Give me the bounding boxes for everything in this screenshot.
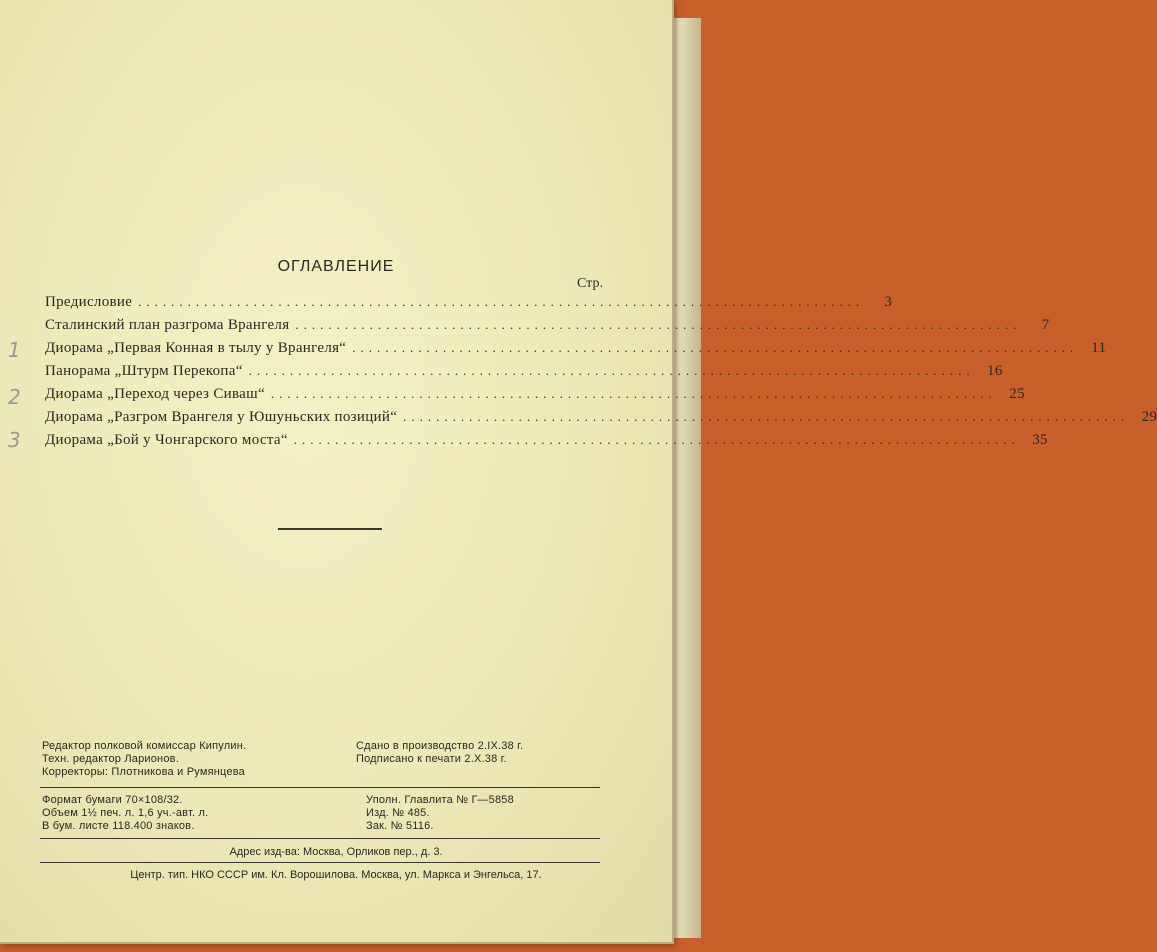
toc-leader-dots: ........................................................................................ bbox=[138, 294, 865, 309]
toc-entry bbox=[45, 363, 1003, 386]
toc-entry-label: Предисловие bbox=[45, 294, 133, 310]
toc-entry-page: 11 bbox=[1091, 340, 1107, 356]
toc-entry-label: Диорама „Бой у Чонгарского моста“ bbox=[45, 432, 288, 448]
imprint-dates bbox=[356, 740, 523, 766]
toc-entry-label: Сталинский план разгрома Врангеля bbox=[45, 317, 290, 333]
toc-leader-dots: ........................................................................................ bbox=[403, 409, 1130, 424]
toc-leader-dots: ........................................................................................ bbox=[295, 317, 1022, 332]
imprint-rule bbox=[40, 787, 600, 788]
toc-leader-dots: ........................................................................................ bbox=[352, 340, 1079, 355]
section-divider bbox=[278, 528, 382, 530]
toc-entry bbox=[45, 386, 1025, 409]
toc-entry-label: Панорама „Штурм Перекопа“ bbox=[45, 363, 243, 379]
toc-entry bbox=[45, 409, 1157, 432]
imprint-line: Сдано в производство 2.IX.38 г. bbox=[356, 740, 524, 752]
toc-title: ОГЛАВЛЕНИЕ bbox=[277, 258, 395, 275]
toc-entry-page: 35 bbox=[1032, 432, 1048, 448]
toc-leader-dots: ........................................................................................ bbox=[270, 386, 997, 401]
publisher-address: Адрес изд-ва: Москва, Орликов пер., д. 3. bbox=[229, 846, 443, 858]
imprint-line: Формат бумаги 70×108/32. bbox=[42, 794, 183, 806]
toc-entry bbox=[45, 340, 1107, 363]
imprint-line: Изд. № 485. bbox=[366, 807, 430, 819]
imprint-line: В бум. листе 118.400 знаков. bbox=[42, 820, 195, 832]
pencil-mark: 3 bbox=[8, 428, 21, 452]
imprint-line: Техн. редактор Ларионов. bbox=[42, 753, 179, 765]
toc-entry bbox=[45, 432, 1048, 455]
toc-entry-page: 29 bbox=[1141, 409, 1157, 425]
imprint-rule bbox=[40, 862, 600, 863]
imprint-rule bbox=[40, 838, 600, 839]
printer-info: Центр. тип. НКО СССР им. Кл. Ворошилова. Москва, ул. Маркса и Энгельса, 17. bbox=[130, 869, 542, 881]
toc-entry-page: 25 bbox=[1009, 386, 1025, 402]
toc-leader-dots: ........................................................................................ bbox=[293, 432, 1020, 447]
toc-list bbox=[45, 294, 1157, 455]
toc-entry-page: 7 bbox=[1041, 317, 1050, 333]
pencil-mark: 1 bbox=[8, 338, 21, 362]
toc-entry-page: 3 bbox=[884, 294, 893, 310]
toc-entry-label: Диорама „Разгром Врангеля у Юшуньских позиций“ bbox=[45, 409, 398, 425]
page-column-header: Стр. bbox=[577, 276, 603, 291]
toc-entry-label: Диорама „Переход через Сиваш“ bbox=[45, 386, 265, 402]
toc-entry bbox=[45, 294, 893, 317]
toc-entry-label: Диорама „Первая Конная в тылу у Врангеля“ bbox=[45, 340, 347, 356]
imprint-format bbox=[42, 794, 208, 833]
toc-leader-dots: ........................................................................................ bbox=[248, 363, 975, 378]
imprint-registration bbox=[366, 794, 514, 833]
imprint-line: Зак. № 5116. bbox=[366, 820, 434, 832]
imprint-line: Уполн. Главлита № Г—5858 bbox=[366, 794, 514, 806]
imprint-line: Корректоры: Плотникова и Румянцева bbox=[42, 766, 245, 778]
toc-entry bbox=[45, 317, 1050, 340]
pencil-mark: 2 bbox=[8, 385, 21, 409]
imprint-line: Объем 1½ печ. л. 1,6 уч.-авт. л. bbox=[42, 807, 209, 819]
toc-entry-page: 16 bbox=[987, 363, 1003, 379]
imprint-line: Подписано к печати 2.X.38 г. bbox=[356, 753, 507, 765]
imprint-line: Редактор полковой комиссар Кипулин. bbox=[42, 740, 247, 752]
imprint-editors bbox=[42, 740, 246, 779]
